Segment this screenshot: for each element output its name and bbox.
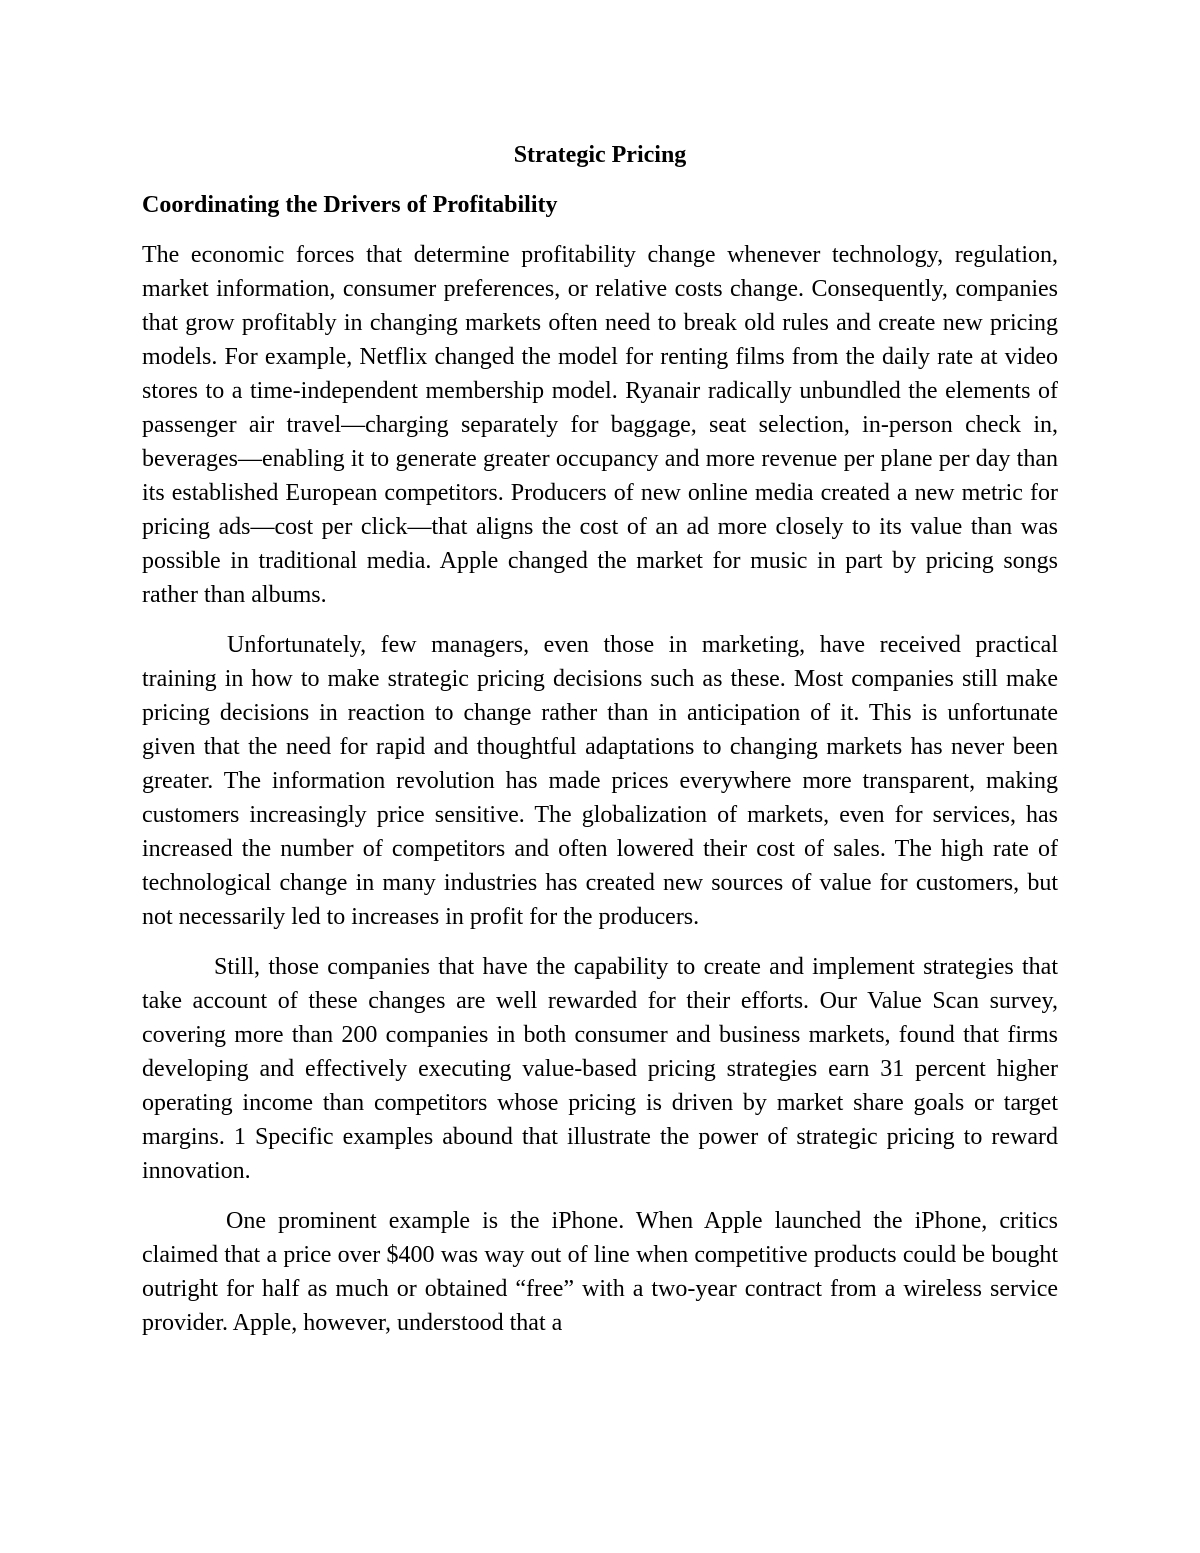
paragraph-3: Still, those companies that have the capability to create and implement strategies that take account of these changes are well rewarded for their efforts. Our Value Scan survey, covering more than 200 companies in both consumer and business markets, found that firms developing and effectively executing value-based pricing strategies earn 31 percent higher operating income than competitors whose pricing is driven by market share goals or target margins. 1 Specific examples abound that illustrate the power of strategic pricing to reward innovation.: [142, 954, 1058, 1184]
paragraph-2: Unfortunately, few managers, even those in marketing, have received practical training in how to make strategic pricing decisions such as these. Most companies still make pricing decisions in reaction to change rather than in anticipation of it. This is unfortunate given that the need for rapid and thoughtful adaptations to changing markets has never been greater. The information revolution has made prices everywhere more transparent, making customers increasingly price sensitive. The globalization of markets, even for services, has increased the number of competitors and often lowered their cost of sales. The high rate of technological change in many industries has created new sources of value for customers, but not necessarily led to increases in profit for the producers.: [142, 632, 1058, 930]
paragraph-4: One prominent example is the iPhone. When Apple launched the iPhone, critics claimed that a price over $400 was way out of line when competitive products could be bought outright for half as much or obtained “free” with a two-year contract from a wireless service provider. Apple, however, understood that a: [142, 1208, 1058, 1336]
document-body: [142, 138, 1058, 1356]
section-heading: Coordinating the Drivers of Profitability: [142, 192, 558, 218]
document-title: Strategic Pricing: [513, 142, 687, 168]
paragraph-1: The economic forces that determine profitability change whenever technology, regulation, market information, consumer preferences, or relative costs change. Consequently, companies that grow profitably in changing markets often need to break old rules and create new pricing models. For example, Netflix changed the model for renting films from the daily rate at video stores to a time-independent membership model. Ryanair radically unbundled the elements of passenger air travel—charging separately for baggage, seat selection, in-person check in, beverages—enabling it to generate greater occupancy and more revenue per plane per day than its established European competitors. Producers of new online media created a new metric for pricing ads—cost per click—that aligns the cost of an ad more closely to its value than was possible in traditional media. Apple changed the market for music in part by pricing songs rather than albums.: [142, 242, 1058, 608]
